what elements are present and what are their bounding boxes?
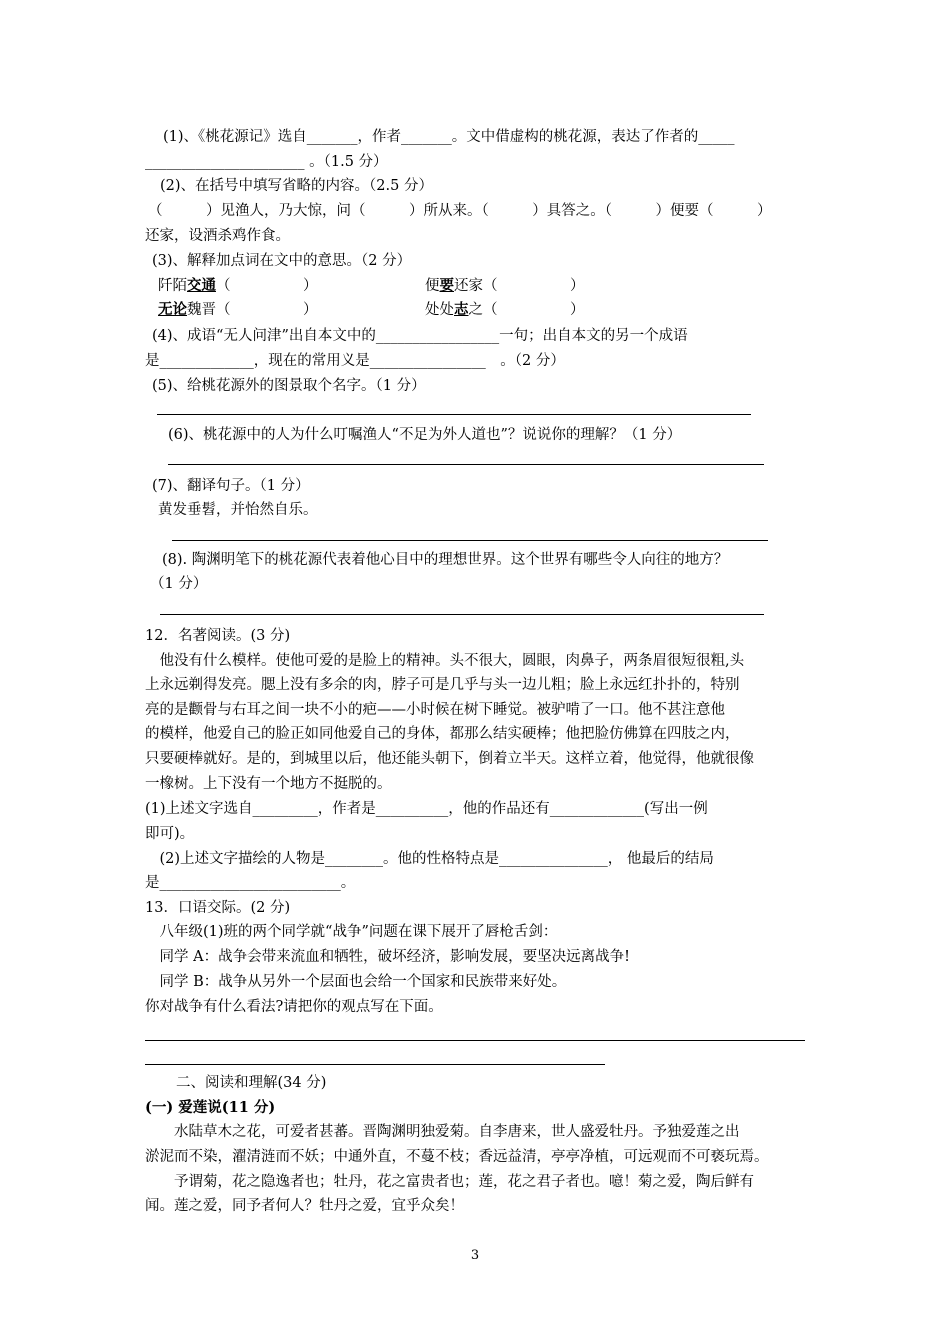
part2-line: 予谓菊，花之隐逸者也；牡丹，花之富贵者也；莲，花之君子者也。噫！菊之爱，陶后鲜有 (145, 1174, 754, 1190)
p3-c-post: 魏晋（ ） (187, 302, 318, 318)
p3-a-word: 交通 (187, 277, 216, 294)
p3-d-word: 志 (454, 301, 469, 318)
answer-line (157, 414, 751, 415)
answer-line (160, 614, 764, 615)
q11-p7: (7)、翻译句子。（1 分） (152, 478, 310, 494)
answer-line (145, 1064, 605, 1065)
page-number: 3 (470, 1248, 480, 1263)
answer-line (168, 464, 764, 465)
q11-p8-b: （1 分） (150, 576, 208, 592)
q12-s2-a: (2)上述文字描绘的人物是________。他的性格特点是_______________， 他最后的结局 (145, 851, 714, 867)
q11-p3-c (158, 300, 318, 320)
q12-line: 他没有什么模样。使他可爱的是脸上的精神。头不很大，圆眼，肉鼻子，两条眉很短很粗,头 (145, 653, 745, 669)
q12-title: 12．名著阅读。(3 分) (145, 628, 291, 644)
q13-line: 同学 A：战争会带来流血和牺牲，破坏经济，影响发展，要坚决远离战争! (145, 949, 630, 965)
p3-b-post: 还家（ ） (454, 278, 585, 294)
q11-p8-a: (8). 陶渊明笔下的桃花源代表着他心目中的理想世界。这个世界有哪些令人向往的地方？ (162, 552, 729, 568)
q11-p3-d (425, 300, 585, 320)
part2-line: 淤泥而不染，濯清涟而不妖；中通外直，不蔓不枝；香远益清，亭亭净植，可远观而不可亵玩焉。 (145, 1149, 769, 1165)
q12-s1-b: 即可)。 (145, 826, 195, 842)
p3-a-pre: 阡陌 (158, 278, 187, 294)
q11-p2-line2: 还家，设酒杀鸡作食。 (145, 228, 290, 244)
q11-p4-b: 是_____________，现在的常用义是________________ 。（2 分） (145, 353, 565, 369)
part2-line: 水陆草木之花，可爱者甚蕃。晋陶渊明独爱菊。自李唐来，世人盛爱牡丹。予独爱莲之出 (145, 1124, 740, 1140)
q12-line: 亮的是颧骨与右耳之间一块不小的疤——小时候在树下睡觉。被驴啃了一口。他不甚注意他 (145, 702, 725, 718)
q12-line: 的模样，他爱自己的脸正如同他爱自己的身体，都那么结实硬棒；他把脸仿佛算在四肢之内， (145, 726, 740, 742)
q11-p7-sentence: 黄发垂髫，并怡然自乐。 (158, 502, 318, 518)
answer-line (145, 1040, 805, 1041)
part2-heading: 二、阅读和理解(34 分) (176, 1075, 327, 1091)
p3-b-word: 要 (439, 277, 454, 294)
part2-sub: (一) 爱莲说(11 分) (145, 1099, 276, 1116)
q13-line: 你对战争有什么看法?请把你的观点写在下面。 (145, 999, 443, 1015)
p3-d-pre: 处处 (425, 302, 454, 318)
p3-c-word: 无论 (158, 301, 187, 318)
q11-p6: (6)、桃花源中的人为什么叮嘱渔人“不足为外人道也”？说说你的理解？（1 分） (168, 427, 682, 443)
q12-line: 只要硬棒就好。是的，到城里以后，他还能头朝下，倒着立半天。这样立着，他觉得，他就很像 (145, 751, 754, 767)
q11-p3-b (425, 276, 585, 296)
part2-line: 闻。莲之爱，同予者何人？牡丹之爱，宜乎众矣！ (145, 1198, 464, 1214)
q11-p2: (2)、在括号中填写省略的内容。（2.5 分） (160, 178, 433, 194)
q11-p3-a (158, 276, 318, 296)
q11-p2-line: （ ）见渔人，乃大惊，问（ ）所从来。（ ）具答之。（ ）便要（ ） (148, 203, 772, 219)
q13-line: 八年级(1)班的两个同学就“战争”问题在课下展开了唇枪舌剑： (145, 924, 558, 940)
q11-p1-a: (1)、《桃花源记》选自_______，作者_______。文中借虚构的桃花源，表达了作者的_____ (163, 129, 735, 145)
p3-b-pre: 便 (425, 278, 440, 294)
q11-p4-a: (4)、成语“无人问津”出自本文中的_________________一句；出自本文的另一个成语 (152, 328, 688, 344)
q12-s1-a: (1)上述文字选自_________，作者是__________，他的作品还有_____________(写出一例 (145, 801, 708, 817)
q13-line: 同学 B：战争从另外一个层面也会给一个国家和民族带来好处。 (145, 974, 567, 990)
q11-p1-b: ______________________ 。（1.5 分） (145, 154, 388, 170)
q12-line: 上永远剃得发亮。腮上没有多余的肉，脖子可是几乎与头一边儿粗；脸上永远红扑扑的，特别 (145, 677, 740, 693)
p3-a-post: （ ） (216, 278, 318, 294)
q11-p3: (3)、解释加点词在文中的意思。（2 分） (152, 253, 412, 269)
q12-line: 一橡树。上下没有一个地方不挺脱的。 (145, 776, 392, 792)
q11-p5: (5)、给桃花源外的图景取个名字。（1 分） (152, 378, 426, 394)
q12-s2-b: 是_________________________。 (145, 875, 356, 891)
q13-title: 13．口语交际。(2 分) (145, 900, 291, 916)
answer-line (172, 540, 768, 541)
p3-d-post: 之（ ） (468, 302, 585, 318)
